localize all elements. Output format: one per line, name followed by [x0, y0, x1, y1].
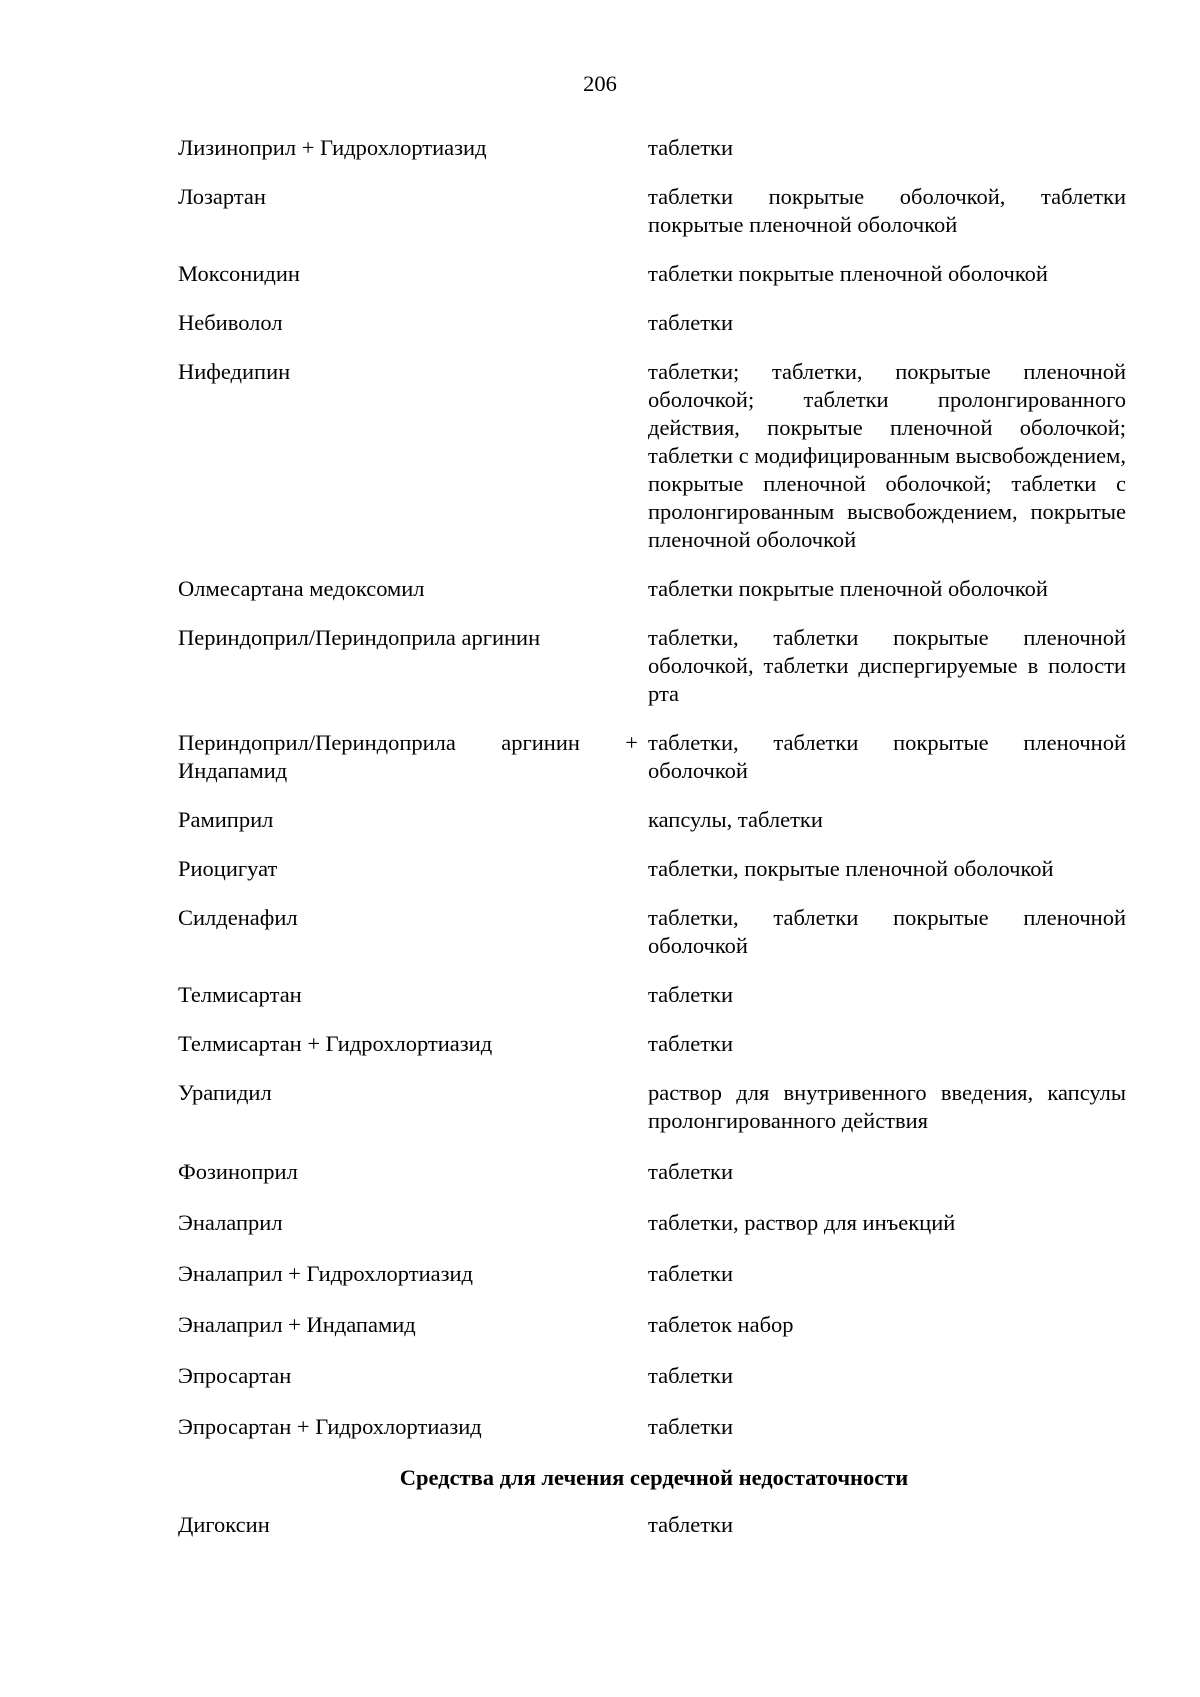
- table-row: [178, 624, 1130, 708]
- table-row: [178, 183, 1130, 239]
- table-row: [178, 855, 1130, 883]
- table-row: [178, 981, 1130, 1009]
- drug-name-line-2: Индапамид: [178, 758, 288, 783]
- section-title: Средства для лечения сердечной недостаточности: [399, 1465, 909, 1490]
- drug-name: Рамиприл: [178, 807, 274, 832]
- table-row: [178, 1260, 1130, 1288]
- drug-name: Лизиноприл + Гидрохлортиазид: [178, 135, 487, 160]
- dosage-form: таблетки покрытые пленочной оболочкой: [648, 576, 1048, 601]
- drug-name: Эналаприл + Гидрохлортиазид: [178, 1261, 473, 1286]
- table-row: [178, 1030, 1130, 1058]
- dosage-form: таблетки: [648, 135, 734, 160]
- drug-name: Телмисартан: [178, 982, 302, 1007]
- drug-name: Силденафил: [178, 905, 298, 930]
- dosage-form: таблетки покрытые пленочной оболочкой: [648, 261, 1048, 286]
- drug-name: Олмесартана медоксомил: [178, 576, 425, 601]
- dosage-form: таблетки: [648, 1159, 734, 1184]
- table-row: [178, 729, 1130, 785]
- dosage-form: таблетки: [648, 1512, 734, 1537]
- drug-name: Эналаприл: [178, 1210, 283, 1235]
- dosage-form: таблетки: [648, 1363, 734, 1388]
- drug-name: Нифедипин: [178, 359, 291, 384]
- dosage-form: раствор для внутривенного введения, капсулы пролонгированного действия: [648, 1080, 1126, 1133]
- table-row: [178, 904, 1130, 960]
- drug-name: Эпросартан: [178, 1363, 292, 1388]
- drug-name: Периндоприл/Периндоприла аргинин: [178, 625, 541, 650]
- table-row: [178, 309, 1130, 337]
- dosage-form: таблеток набор: [648, 1312, 794, 1337]
- drug-table: [178, 134, 1130, 1560]
- dosage-form: таблетки, таблетки покрытые пленочной оболочкой: [648, 905, 1126, 958]
- table-row: [178, 575, 1130, 603]
- dosage-form: таблетки, раствор для инъекций: [648, 1210, 956, 1235]
- dosage-form: таблетки: [648, 1031, 734, 1056]
- dosage-form: таблетки покрытые оболочкой, таблетки покрытые пленочной оболочкой: [648, 184, 1126, 237]
- drug-name: Эналаприл + Индапамид: [178, 1312, 416, 1337]
- drug-name: Телмисартан + Гидрохлортиазид: [178, 1031, 493, 1056]
- table-row: [178, 806, 1130, 834]
- table-row: [178, 1311, 1130, 1339]
- drug-name: Урапидил: [178, 1080, 272, 1105]
- dosage-form: таблетки: [648, 1414, 734, 1439]
- drug-name: Дигоксин: [178, 1512, 270, 1537]
- dosage-form: таблетки, покрытые пленочной оболочкой: [648, 856, 1054, 881]
- drug-name: [178, 729, 638, 785]
- dosage-form: таблетки: [648, 1261, 734, 1286]
- table-row: [178, 1511, 1130, 1539]
- page-number: 206: [583, 71, 617, 96]
- table-row: [178, 358, 1130, 554]
- table-row: [178, 1362, 1130, 1390]
- drug-name-line-1: Периндоприл/Периндоприла аргинин +: [178, 730, 638, 755]
- table-row: [178, 260, 1130, 288]
- table-row: [178, 134, 1130, 162]
- drug-name: Эпросартан + Гидрохлортиазид: [178, 1414, 482, 1439]
- drug-name: Небиволол: [178, 310, 283, 335]
- dosage-form: таблетки, таблетки покрытые пленочной оболочкой: [648, 730, 1126, 783]
- table-row: [178, 1158, 1130, 1186]
- table-row: [178, 1413, 1130, 1441]
- drug-name: Моксонидин: [178, 261, 300, 286]
- dosage-form: таблетки, таблетки покрытые пленочной оболочкой, таблетки диспергируемые в полости рта: [648, 625, 1126, 706]
- dosage-form: капсулы, таблетки: [648, 807, 823, 832]
- dosage-form: таблетки: [648, 310, 734, 335]
- dosage-form: таблетки: [648, 982, 734, 1007]
- dosage-form: таблетки; таблетки, покрытые пленочной оболочкой; таблетки пролонгированного действия, покрытые пленочной оболочкой; таблетки с модифицированным высвобождением, покрытые пленочной оболочкой; таблетки с пролонгированным высвобождением, покрытые пленочной оболочкой: [648, 359, 1126, 552]
- drug-name: Фозиноприл: [178, 1159, 298, 1184]
- table-row: [178, 1079, 1130, 1135]
- table-row: [178, 1209, 1130, 1237]
- drug-name: Лозартан: [178, 184, 266, 209]
- drug-name: Риоцигуат: [178, 856, 278, 881]
